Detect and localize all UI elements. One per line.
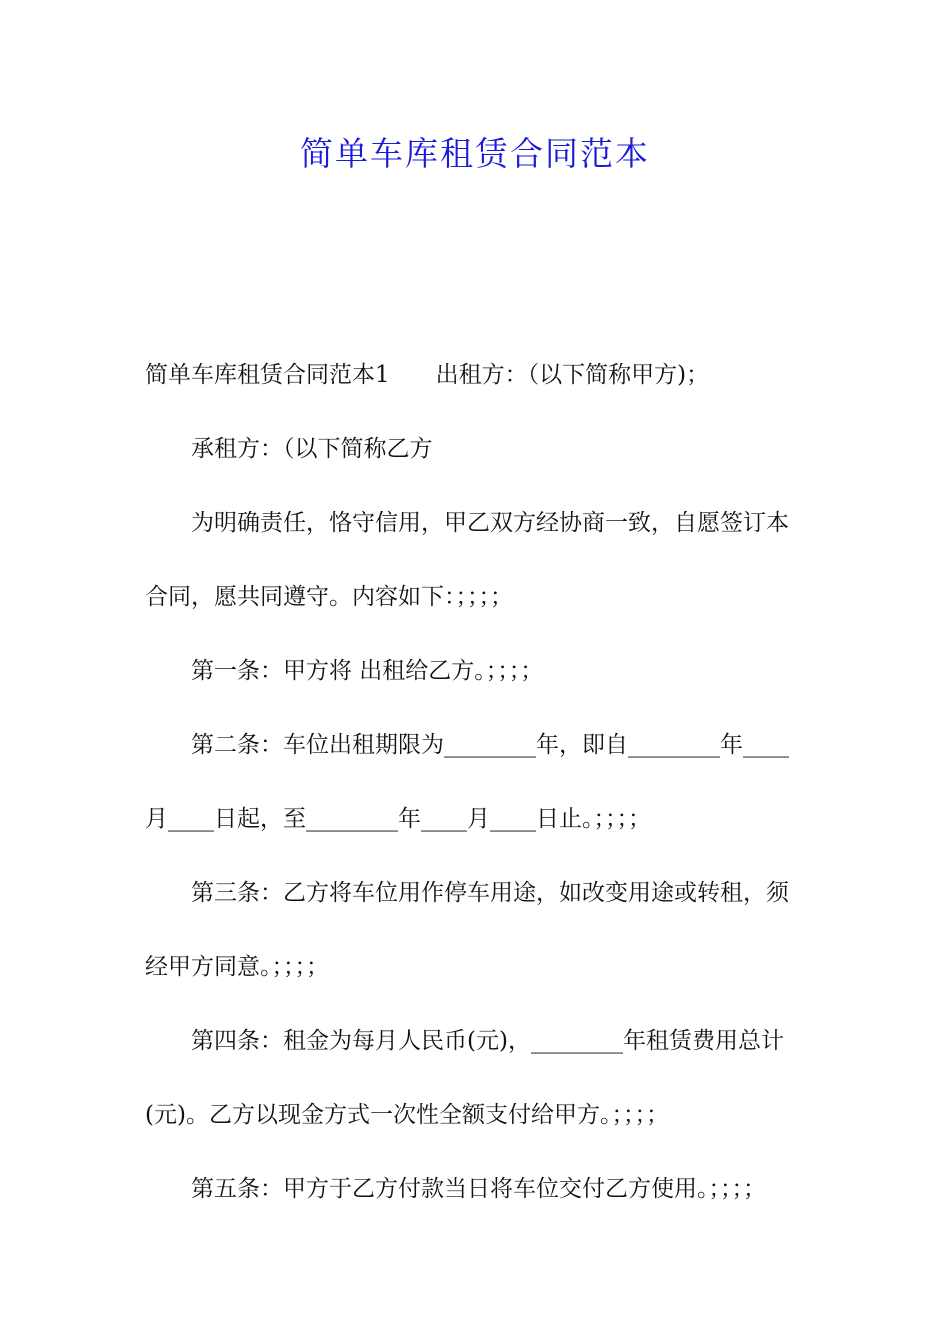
paragraph-lessee: 承租方：（以下简称乙方 bbox=[191, 436, 433, 462]
paragraph-article-2: 第二条：车位出租期限为________年，即自________年____月____日起，至________年____月____日止。；；；； bbox=[145, 732, 789, 832]
paragraph-intro: 简单车库租赁合同范本1 出租方：（以下简称甲方)； bbox=[145, 362, 710, 388]
paragraph-article-4: 第四条：租金为每月人民币(元)，________年租赁费用总计(元)。乙方以现金方式一次性全额支付给甲方。；；；； bbox=[145, 1028, 784, 1128]
paragraph-preamble: 为明确责任，恪守信用，甲乙双方经协商一致，自愿签订本合同，愿共同遵守。内容如下：；；；； bbox=[145, 510, 789, 610]
paragraph-article-1: 第一条：甲方将 出租给乙方。；；；； bbox=[191, 658, 544, 684]
paragraph-article-3: 第三条：乙方将车位用作停车用途，如改变用途或转租，须经甲方同意。；；；； bbox=[145, 880, 789, 980]
document-body bbox=[145, 338, 810, 1226]
paragraph-article-5: 第五条：甲方于乙方付款当日将车位交付乙方使用。；；；； bbox=[191, 1176, 766, 1202]
document-title: 简单车库租赁合同范本 bbox=[300, 134, 650, 173]
